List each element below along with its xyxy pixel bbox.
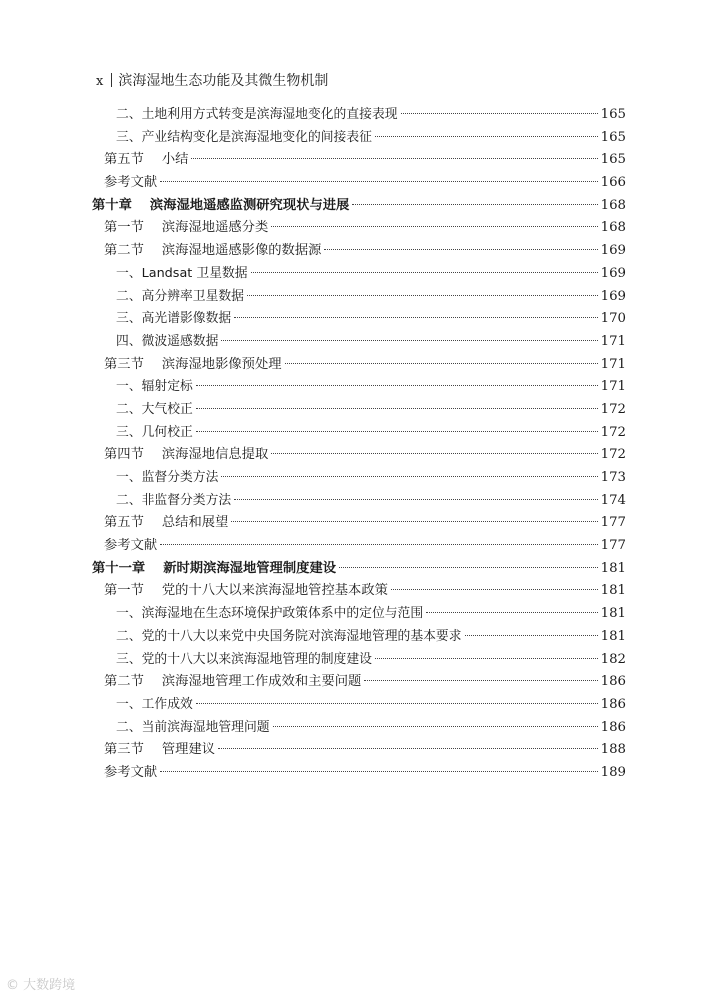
toc-entry-page: 172	[600, 424, 626, 440]
toc-entry-page: 173	[600, 470, 626, 485]
toc-entry-label	[104, 354, 282, 377]
dot-leader	[196, 703, 598, 704]
toc-entry-title: 二、非监督分类方法	[116, 492, 232, 508]
toc-entry[interactable]	[92, 217, 626, 240]
toc-entry[interactable]	[92, 717, 626, 740]
toc-entry-title: 滨海湿地影像预处理	[161, 356, 282, 372]
toc-entry-prefix: 第四节	[104, 447, 144, 463]
toc-entry-prefix: 第三节	[104, 356, 144, 372]
toc-entry[interactable]	[92, 444, 626, 467]
dot-leader	[375, 658, 598, 659]
toc-entry-prefix: 第一节	[104, 583, 144, 599]
toc-entry-label	[116, 694, 193, 717]
dot-leader	[391, 589, 598, 590]
dot-leader	[160, 771, 597, 772]
toc-entry[interactable]	[92, 331, 626, 354]
toc-entry[interactable]	[92, 626, 626, 649]
toc-entry-page: 181	[600, 606, 626, 622]
dot-leader	[271, 453, 597, 454]
toc-entry-label	[104, 512, 228, 535]
toc-entry-title: 一、工作成效	[116, 696, 193, 712]
dot-leader	[234, 499, 597, 500]
dot-leader	[352, 204, 597, 205]
dot-leader	[218, 748, 598, 749]
toc-entry-page: 169	[600, 288, 626, 304]
toc-entry-title: 管理建议	[161, 742, 216, 758]
toc-entry-title: 一、Landsat 卫星数据	[116, 265, 248, 281]
toc-entry-label	[116, 603, 423, 626]
toc-entry-title: 滨海湿地遥感影像的数据源	[161, 243, 322, 259]
toc-entry-title: 参考文献	[104, 538, 158, 554]
toc-entry-label	[116, 467, 218, 490]
dot-leader	[231, 521, 597, 522]
toc-entry-prefix: 第二节	[104, 674, 144, 690]
toc-entry-page: 168	[600, 220, 626, 236]
toc-entry-title: 党的十八大以来滨海湿地管控基本政策	[161, 583, 388, 599]
toc-entry-title: 滨海湿地遥感分类	[161, 220, 269, 236]
toc-entry[interactable]	[92, 694, 626, 717]
toc-entry-title: 参考文献	[104, 175, 158, 191]
toc-entry-page: 172	[600, 447, 626, 463]
toc-entry[interactable]	[92, 308, 626, 331]
dot-leader	[234, 317, 597, 318]
toc-entry-page: 189	[600, 764, 626, 780]
toc-entry-label	[116, 308, 231, 331]
toc-entry-title: 一、滨海湿地在生态环境保护政策体系中的定位与范围	[116, 606, 424, 622]
toc-entry-prefix: 第五节	[104, 152, 144, 168]
dot-leader	[160, 544, 597, 545]
toc-entry-label	[116, 376, 193, 399]
toc-entry-page: 181	[600, 583, 626, 599]
toc-entry[interactable]	[92, 104, 626, 127]
dot-leader	[160, 181, 597, 182]
toc-entry[interactable]	[92, 580, 626, 603]
toc-entry-page: 177	[600, 515, 626, 531]
toc-entry-page: 186	[600, 719, 626, 735]
dot-leader	[191, 158, 597, 159]
toc-entry-label	[104, 580, 388, 603]
toc-entry-title: 总结和展望	[161, 515, 229, 531]
toc-entry-page: 186	[600, 696, 626, 712]
toc-entry-title: 二、当前滨海湿地管理问题	[116, 719, 270, 735]
dot-leader	[196, 385, 598, 386]
dot-leader	[247, 295, 598, 296]
toc-entry-title: 三、高光谱影像数据	[116, 311, 232, 327]
toc-entry-label	[116, 399, 193, 422]
toc-entry-label	[116, 104, 398, 127]
header-book-title: 滨海湿地生态功能及其微生物机制	[118, 73, 329, 89]
toc-entry-label	[116, 286, 244, 309]
toc-entry-prefix: 第一节	[104, 220, 144, 236]
toc-entry-page: 188	[600, 742, 626, 758]
watermark: © 大数跨境	[6, 978, 76, 993]
toc-entry-title: 滨海湿地管理工作成效和主要问题	[161, 674, 362, 690]
toc-entry-prefix: 第五节	[104, 515, 144, 531]
toc-entry-page: 177	[600, 538, 626, 554]
dot-leader	[196, 431, 598, 432]
dot-leader	[465, 635, 598, 636]
dot-leader	[271, 226, 597, 227]
toc-entry-label	[116, 626, 462, 649]
toc-entry[interactable]	[92, 535, 626, 558]
toc-entry-page: 169	[600, 265, 626, 281]
toc-entry[interactable]	[92, 127, 626, 150]
dot-leader	[401, 113, 598, 114]
toc-entry-page: 169	[600, 243, 626, 259]
toc-entry[interactable]	[92, 172, 626, 195]
toc-entry-title: 滨海湿地遥感监测研究现状与进展	[149, 197, 350, 213]
toc-entry-page: 165	[600, 129, 626, 145]
toc-entry-title: 滨海湿地信息提取	[161, 447, 269, 463]
toc-entry[interactable]	[92, 240, 626, 263]
header-page-number: x	[96, 74, 104, 89]
toc-entry[interactable]	[92, 399, 626, 422]
toc-entry-label	[104, 762, 157, 785]
toc-entry[interactable]	[92, 490, 626, 513]
toc-entry-label	[116, 422, 193, 445]
dot-leader	[285, 363, 598, 364]
toc-entry[interactable]	[92, 376, 626, 399]
dot-leader	[251, 272, 598, 273]
toc-entry-page: 171	[600, 379, 626, 395]
toc-entry-page: 181	[600, 560, 626, 576]
dot-leader	[364, 680, 597, 681]
running-header	[96, 70, 328, 90]
toc-entry-label	[104, 240, 321, 263]
toc-entry[interactable]	[92, 512, 626, 535]
dot-leader	[196, 408, 598, 409]
toc-entry-label	[104, 149, 188, 172]
dot-leader	[273, 726, 598, 727]
dot-leader	[324, 249, 597, 250]
toc-entry-title: 新时期滨海湿地管理制度建设	[163, 560, 337, 576]
toc-entry[interactable]	[92, 671, 626, 694]
toc-entry-title: 小结	[161, 152, 189, 168]
toc-entry-label	[104, 172, 157, 195]
toc-entry[interactable]	[92, 762, 626, 785]
toc-entry-title: 二、大气校正	[116, 401, 193, 417]
toc-entry-page: 171	[600, 356, 626, 372]
toc-entry-label	[104, 217, 268, 240]
header-divider	[111, 73, 112, 87]
toc-entry[interactable]	[92, 354, 626, 377]
toc-entry-page: 181	[600, 628, 626, 644]
toc-entry-title: 二、高分辨率卫星数据	[116, 288, 244, 304]
toc-entry-title: 三、党的十八大以来滨海湿地管理的制度建设	[116, 651, 372, 667]
toc-entry-page: 174	[600, 492, 626, 508]
toc-entry[interactable]	[92, 263, 626, 286]
toc-entry[interactable]	[92, 467, 626, 490]
dot-leader	[221, 340, 597, 341]
dot-leader	[339, 567, 598, 568]
toc-entry-label	[116, 717, 270, 740]
dot-leader	[375, 136, 598, 137]
toc-entry-label	[116, 127, 372, 150]
toc-entry-label	[92, 558, 336, 581]
toc-entry-prefix: 第二节	[104, 243, 144, 259]
toc-entry-page: 186	[600, 674, 626, 690]
toc-entry-prefix: 第三节	[104, 742, 144, 758]
toc-entry-page: 172	[600, 401, 626, 417]
toc-entry-title: 参考文献	[104, 764, 158, 780]
toc-entry[interactable]	[92, 195, 626, 218]
toc-entry-title: 三、几何校正	[116, 424, 193, 440]
toc-entry-label	[116, 649, 372, 672]
toc-entry-page: 170	[600, 311, 626, 327]
toc-entry-label	[104, 739, 215, 762]
toc-entry-title: 二、党的十八大以来党中央国务院对滨海湿地管理的基本要求	[116, 628, 462, 644]
toc-entry[interactable]	[92, 422, 626, 445]
toc-entry-prefix: 第十一章	[92, 560, 146, 576]
toc-entry-title: 一、辐射定标	[116, 379, 193, 395]
toc-entry[interactable]	[92, 286, 626, 309]
dot-leader	[221, 476, 597, 477]
toc-entry-page: 165	[600, 107, 626, 122]
toc-entry-prefix: 第十章	[92, 197, 132, 213]
toc-entry-page: 171	[600, 333, 626, 349]
toc-entry-label	[104, 535, 157, 558]
table-of-contents	[92, 104, 626, 785]
toc-entry-label	[104, 444, 268, 467]
toc-entry-page: 168	[600, 197, 626, 213]
toc-entry[interactable]	[92, 149, 626, 172]
toc-entry-page: 165	[600, 152, 626, 168]
toc-entry-label	[104, 671, 361, 694]
toc-entry-page: 182	[600, 651, 626, 667]
toc-entry[interactable]	[92, 558, 626, 581]
toc-entry-page: 166	[600, 175, 626, 191]
toc-entry[interactable]	[92, 603, 626, 626]
toc-entry-title: 四、微波遥感数据	[116, 333, 219, 349]
toc-entry-title: 三、产业结构变化是滨海湿地变化的间接表征	[116, 129, 372, 145]
toc-entry-label	[116, 331, 218, 354]
toc-entry-title: 一、监督分类方法	[116, 470, 219, 485]
toc-entry-title: 二、土地利用方式转变是滨海湿地变化的直接表现	[116, 107, 398, 122]
toc-entry[interactable]	[92, 739, 626, 762]
toc-entry[interactable]	[92, 649, 626, 672]
toc-entry-label	[92, 195, 349, 218]
dot-leader	[426, 612, 597, 613]
toc-entry-label	[116, 263, 248, 286]
toc-entry-label	[116, 490, 231, 513]
